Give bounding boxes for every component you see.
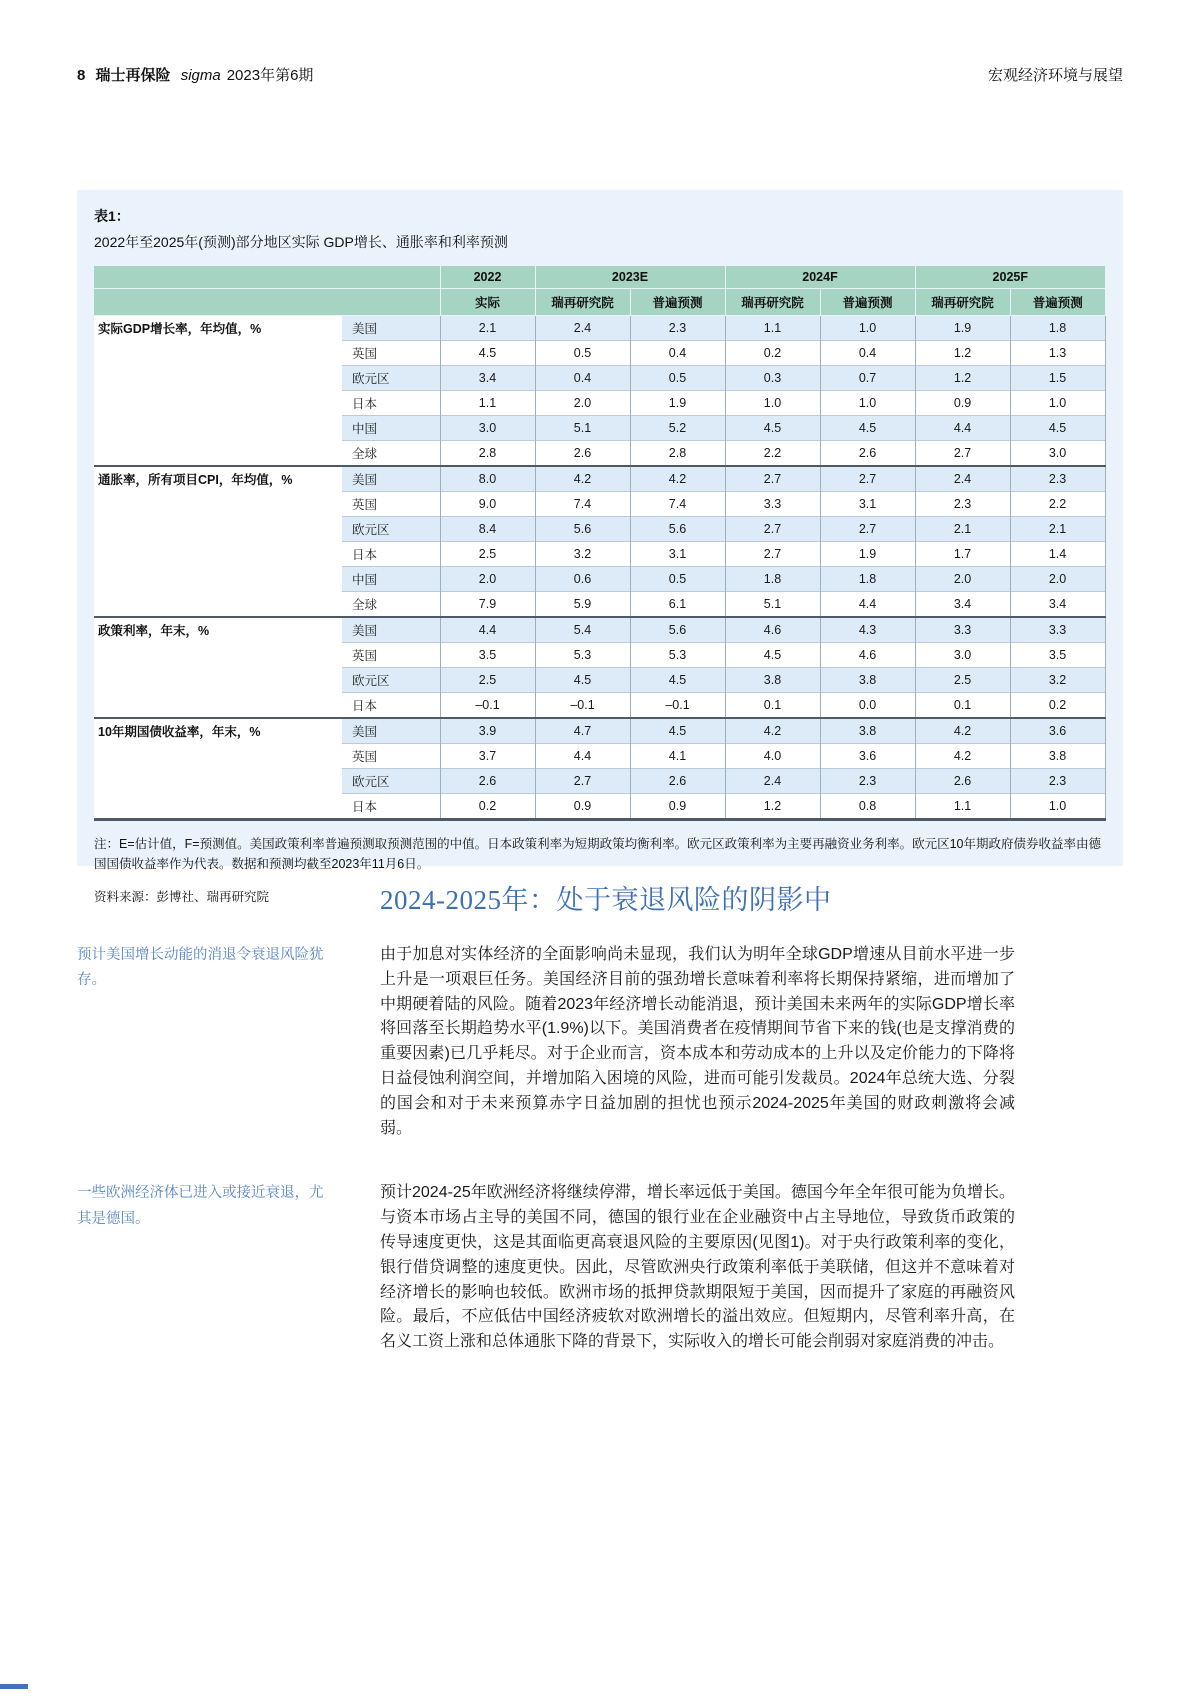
region-cell: 日本 [342, 693, 440, 719]
value-cell: 3.0 [915, 643, 1010, 668]
section-label [94, 542, 342, 567]
value-cell: 3.4 [1010, 592, 1105, 618]
value-cell: 3.3 [1010, 617, 1105, 643]
year-2022: 2022 [440, 266, 535, 289]
section-label [94, 794, 342, 820]
value-cell: 2.3 [915, 492, 1010, 517]
value-cell: 5.4 [535, 617, 630, 643]
year-2024f: 2024F [725, 266, 915, 289]
value-cell: 3.1 [630, 542, 725, 567]
value-cell: 2.2 [725, 441, 820, 467]
running-header [77, 64, 1123, 85]
value-cell: 5.6 [630, 617, 725, 643]
value-cell: 2.6 [535, 441, 630, 467]
value-cell: 1.5 [1010, 366, 1105, 391]
value-cell: 2.7 [915, 441, 1010, 467]
value-cell: 1.2 [915, 366, 1010, 391]
value-cell: 1.9 [630, 391, 725, 416]
value-cell: 2.3 [630, 316, 725, 341]
table-row [94, 466, 1105, 492]
table-title: 2022年至2025年(预测)部分地区实际 GDP增长、通胀率和利率预测 [94, 234, 508, 250]
value-cell: 2.5 [915, 668, 1010, 693]
value-cell: 4.5 [630, 718, 725, 744]
value-cell: 2.3 [820, 769, 915, 794]
value-cell: 3.2 [1010, 668, 1105, 693]
table-label: 表1： [94, 208, 130, 224]
value-cell: 1.8 [820, 567, 915, 592]
value-cell: 1.0 [820, 391, 915, 416]
value-cell: 2.3 [1010, 769, 1105, 794]
value-cell: 3.3 [725, 492, 820, 517]
region-cell: 美国 [342, 617, 440, 643]
section-label [94, 693, 342, 719]
value-cell: 1.8 [1010, 316, 1105, 341]
value-cell: 0.4 [820, 341, 915, 366]
value-cell: 4.5 [630, 668, 725, 693]
section-label [94, 769, 342, 794]
value-cell: 4.4 [915, 416, 1010, 441]
table-row [94, 366, 1105, 391]
table-row [94, 592, 1105, 618]
value-cell: 0.8 [820, 794, 915, 820]
value-cell: 2.0 [1010, 567, 1105, 592]
value-cell: 7.9 [440, 592, 535, 618]
region-cell: 中国 [342, 416, 440, 441]
value-cell: 3.0 [440, 416, 535, 441]
value-cell: 0.3 [725, 366, 820, 391]
section-label [94, 416, 342, 441]
table-row [94, 744, 1105, 769]
value-cell: 7.4 [535, 492, 630, 517]
value-cell: 0.2 [440, 794, 535, 820]
value-cell: 4.2 [915, 744, 1010, 769]
value-cell: 0.0 [820, 693, 915, 719]
section-label [94, 744, 342, 769]
region-cell: 英国 [342, 744, 440, 769]
section-label: 通胀率，所有项目CPI，年均值，% [94, 466, 342, 492]
value-cell: 2.8 [630, 441, 725, 467]
year-2025f: 2025F [915, 266, 1105, 289]
value-cell: 4.2 [630, 466, 725, 492]
region-cell: 欧元区 [342, 769, 440, 794]
value-cell: 0.5 [630, 366, 725, 391]
value-cell: 3.4 [915, 592, 1010, 618]
region-cell: 欧元区 [342, 366, 440, 391]
table-row [94, 492, 1105, 517]
value-cell: 4.2 [915, 718, 1010, 744]
brand-name: 瑞士再保险 [95, 67, 171, 84]
section-label [94, 668, 342, 693]
value-cell: 3.5 [440, 643, 535, 668]
value-cell: 3.8 [820, 668, 915, 693]
value-cell: 5.2 [630, 416, 725, 441]
table-row [94, 567, 1105, 592]
value-cell: 3.0 [1010, 441, 1105, 467]
region-cell: 欧元区 [342, 668, 440, 693]
value-cell: 1.1 [725, 316, 820, 341]
table-row [94, 441, 1105, 467]
article-block [77, 943, 1015, 1141]
value-cell: 5.9 [535, 592, 630, 618]
value-cell: 3.6 [1010, 718, 1105, 744]
value-cell: 4.4 [820, 592, 915, 618]
running-header-left [77, 64, 325, 85]
value-cell: 3.3 [915, 617, 1010, 643]
value-cell: 1.8 [725, 567, 820, 592]
value-cell: 0.2 [725, 341, 820, 366]
value-cell: 2.2 [1010, 492, 1105, 517]
value-cell: 2.5 [440, 668, 535, 693]
table-row [94, 693, 1105, 719]
value-cell: 5.3 [535, 643, 630, 668]
value-cell: 2.4 [725, 769, 820, 794]
value-cell: 1.2 [725, 794, 820, 820]
section-label [94, 592, 342, 618]
value-cell: 2.6 [915, 769, 1010, 794]
value-cell: 2.8 [440, 441, 535, 467]
section-label: 10年期国债收益率，年末，% [94, 718, 342, 744]
value-cell: 2.7 [820, 517, 915, 542]
value-cell: 4.2 [535, 466, 630, 492]
value-cell: 5.1 [725, 592, 820, 618]
value-cell: 2.0 [535, 391, 630, 416]
value-cell: 1.2 [915, 341, 1010, 366]
table-note: 注：E=估计值，F=预测值。美国政策利率普遍预测取预测范围的中值。日本政策利率为短期政策均衡利率。欧元区政策利率为主要再融资业务利率。欧元区10年期政府债券收益率由德国国债收益率作为代表。数据和预测均截至2023年11月6日。 [94, 837, 1101, 871]
section-label [94, 341, 342, 366]
paragraph: 由于加息对实体经济的全面影响尚未显现，我们认为明年全球GDP增速从目前水平进一步上升是一项艰巨任务。美国经济目前的强劲增长意味着利率将长期保持紧缩，进而增加了中期硬着陆的风险。随着2023年经济增长动能消退，预计美国未来两年的实际GDP增长率将回落至长期趋势水平(1.9%)以下。美国消费者在疫情期间节省下来的钱(也是支撑消费的重要因素)已几乎耗尽。对于企业而言，资本成本和劳动成本的上升以及定价能力的下降将日益侵蚀利润空间，并增加陷入困境的风险，进而可能引发裁员。2024年总统大选、分裂的国会和对于未来预算赤字日益加剧的担忧也预示2024-2025年美国的财政刺激将会减弱。 [380, 946, 1015, 1137]
value-cell: 4.5 [725, 643, 820, 668]
header-corner-2 [94, 289, 440, 316]
value-cell: 4.3 [820, 617, 915, 643]
value-cell: 5.1 [535, 416, 630, 441]
value-cell: 2.7 [725, 517, 820, 542]
chapter-title: 宏观经济环境与展望 [987, 67, 1123, 84]
subheader-consensus-2023: 普遍预测 [630, 289, 725, 316]
section-label [94, 643, 342, 668]
value-cell: 4.1 [630, 744, 725, 769]
value-cell: 2.7 [535, 769, 630, 794]
forecast-table-body [94, 316, 1105, 820]
value-cell: 5.6 [630, 517, 725, 542]
value-cell: 9.0 [440, 492, 535, 517]
value-cell: 4.5 [820, 416, 915, 441]
value-cell: –0.1 [630, 693, 725, 719]
region-cell: 美国 [342, 466, 440, 492]
value-cell: 3.8 [1010, 744, 1105, 769]
region-cell: 英国 [342, 492, 440, 517]
value-cell: 6.1 [630, 592, 725, 618]
section-label [94, 517, 342, 542]
value-cell: 4.5 [440, 341, 535, 366]
table-row [94, 769, 1105, 794]
value-cell: 1.4 [1010, 542, 1105, 567]
table-row [94, 542, 1105, 567]
side-note: 一些欧洲经济体已进入或接近衰退，尤其是德国。 [77, 1185, 324, 1227]
value-cell: 2.0 [440, 567, 535, 592]
table-row [94, 794, 1105, 820]
value-cell: 3.4 [440, 366, 535, 391]
region-cell: 英国 [342, 643, 440, 668]
value-cell: 3.1 [820, 492, 915, 517]
value-cell: 4.7 [535, 718, 630, 744]
value-cell: 0.1 [725, 693, 820, 719]
value-cell: 2.1 [1010, 517, 1105, 542]
region-cell: 中国 [342, 567, 440, 592]
table-row [94, 391, 1105, 416]
section-label [94, 567, 342, 592]
value-cell: 0.9 [915, 391, 1010, 416]
value-cell: 2.1 [440, 316, 535, 341]
subheader-actual: 实际 [440, 289, 535, 316]
value-cell: 0.5 [535, 341, 630, 366]
article [77, 878, 1015, 1395]
region-cell: 全球 [342, 441, 440, 467]
page-fold-mark [0, 1684, 28, 1689]
forecast-table-head [94, 266, 1105, 316]
region-cell: 欧元区 [342, 517, 440, 542]
article-blocks [77, 943, 1015, 1355]
page-number: 8 [77, 67, 86, 84]
value-cell: 2.7 [725, 466, 820, 492]
value-cell: 2.5 [440, 542, 535, 567]
value-cell: 4.5 [1010, 416, 1105, 441]
value-cell: 4.5 [725, 416, 820, 441]
section-label [94, 492, 342, 517]
header-corner [94, 266, 440, 289]
value-cell: 1.3 [1010, 341, 1105, 366]
value-cell: 0.9 [535, 794, 630, 820]
table-source: 资料来源：彭博社、瑞再研究院 [94, 889, 270, 904]
region-cell: 英国 [342, 341, 440, 366]
value-cell: –0.1 [440, 693, 535, 719]
value-cell: 2.3 [1010, 466, 1105, 492]
value-cell: 3.8 [725, 668, 820, 693]
value-cell: 5.6 [535, 517, 630, 542]
region-cell: 日本 [342, 542, 440, 567]
subheader-consensus-2024: 普遍预测 [820, 289, 915, 316]
value-cell: 2.4 [535, 316, 630, 341]
value-cell: 2.6 [820, 441, 915, 467]
table-row [94, 416, 1105, 441]
table-row [94, 617, 1105, 643]
region-cell: 全球 [342, 592, 440, 618]
value-cell: 1.0 [820, 316, 915, 341]
table-row [94, 341, 1105, 366]
value-cell: 2.6 [630, 769, 725, 794]
value-cell: 2.1 [915, 517, 1010, 542]
value-cell: 3.6 [820, 744, 915, 769]
section-label: 政策利率，年末，% [94, 617, 342, 643]
region-cell: 美国 [342, 316, 440, 341]
value-cell: 3.5 [1010, 643, 1105, 668]
table-row [94, 718, 1105, 744]
value-cell: 2.6 [440, 769, 535, 794]
value-cell: 4.4 [535, 744, 630, 769]
value-cell: 0.2 [1010, 693, 1105, 719]
value-cell: 0.9 [630, 794, 725, 820]
value-cell: 1.0 [725, 391, 820, 416]
table-row [94, 316, 1105, 341]
table-row [94, 668, 1105, 693]
value-cell: 2.7 [725, 542, 820, 567]
section-label: 实际GDP增长率，年均值，% [94, 316, 342, 341]
value-cell: 4.6 [820, 643, 915, 668]
region-cell: 日本 [342, 391, 440, 416]
value-cell: 7.4 [630, 492, 725, 517]
value-cell: 4.2 [725, 718, 820, 744]
year-2023e: 2023E [535, 266, 725, 289]
issue-name-sigma: sigma [180, 67, 221, 84]
subheader-sri-2023: 瑞再研究院 [535, 289, 630, 316]
value-cell: 5.3 [630, 643, 725, 668]
region-cell: 日本 [342, 794, 440, 820]
value-cell: 1.1 [440, 391, 535, 416]
region-cell: 美国 [342, 718, 440, 744]
value-cell: 2.4 [915, 466, 1010, 492]
value-cell: 0.6 [535, 567, 630, 592]
section-label [94, 366, 342, 391]
section-label [94, 441, 342, 467]
subheader-sri-2025: 瑞再研究院 [915, 289, 1010, 316]
value-cell: 1.9 [820, 542, 915, 567]
article-heading: 2024-2025年：处于衰退风险的阴影中 [380, 885, 832, 915]
side-note: 预计美国增长动能的消退令衰退风险犹存。 [77, 947, 324, 989]
table-row [94, 517, 1105, 542]
value-cell: 0.4 [535, 366, 630, 391]
issue-number: 2023年第6期 [226, 67, 314, 84]
value-cell: 4.5 [535, 668, 630, 693]
subheader-consensus-2025: 普遍预测 [1010, 289, 1105, 316]
value-cell: 1.0 [1010, 391, 1105, 416]
value-cell: 2.0 [915, 567, 1010, 592]
value-cell: –0.1 [535, 693, 630, 719]
value-cell: 3.9 [440, 718, 535, 744]
value-cell: 1.7 [915, 542, 1010, 567]
value-cell: 1.9 [915, 316, 1010, 341]
year-header-row [94, 266, 1105, 289]
value-cell: 0.5 [630, 567, 725, 592]
value-cell: 3.8 [820, 718, 915, 744]
value-cell: 4.0 [725, 744, 820, 769]
value-cell: 4.4 [440, 617, 535, 643]
value-cell: 0.7 [820, 366, 915, 391]
subheader-sri-2024: 瑞再研究院 [725, 289, 820, 316]
value-cell: 8.4 [440, 517, 535, 542]
paragraph: 预计2024-25年欧洲经济将继续停滞，增长率远低于美国。德国今年全年很可能为负增长。与资本市场占主导的美国不同，德国的银行业在企业融资中占主导地位，导致货币政策的传导速度更快，这是其面临更高衰退风险的主要原因(见图1)。对于央行政策利率的变化，银行借贷调整的速度更快。因此，尽管欧洲央行政策利率低于美联储，但这并不意味着对经济增长的影响也较低。欧洲市场的抵押贷款期限短于美国，因而提升了家庭的再融资风险。最后，不应低估中国经济疲软对欧洲增长的溢出效应。但短期内，尽管利率升高，在名义工资上涨和总体通胀下降的背景下，实际收入的增长可能会削弱对家庭消费的冲击。 [380, 1184, 1015, 1351]
value-cell: 0.4 [630, 341, 725, 366]
value-cell: 3.2 [535, 542, 630, 567]
value-cell: 3.7 [440, 744, 535, 769]
value-cell: 1.1 [915, 794, 1010, 820]
value-cell: 2.7 [820, 466, 915, 492]
value-cell: 1.0 [1010, 794, 1105, 820]
value-cell: 8.0 [440, 466, 535, 492]
forecast-table [94, 266, 1106, 821]
value-cell: 4.6 [725, 617, 820, 643]
value-cell: 0.1 [915, 693, 1010, 719]
table-row [94, 643, 1105, 668]
section-label [94, 391, 342, 416]
source-header-row [94, 289, 1105, 316]
article-block [77, 1181, 1015, 1355]
